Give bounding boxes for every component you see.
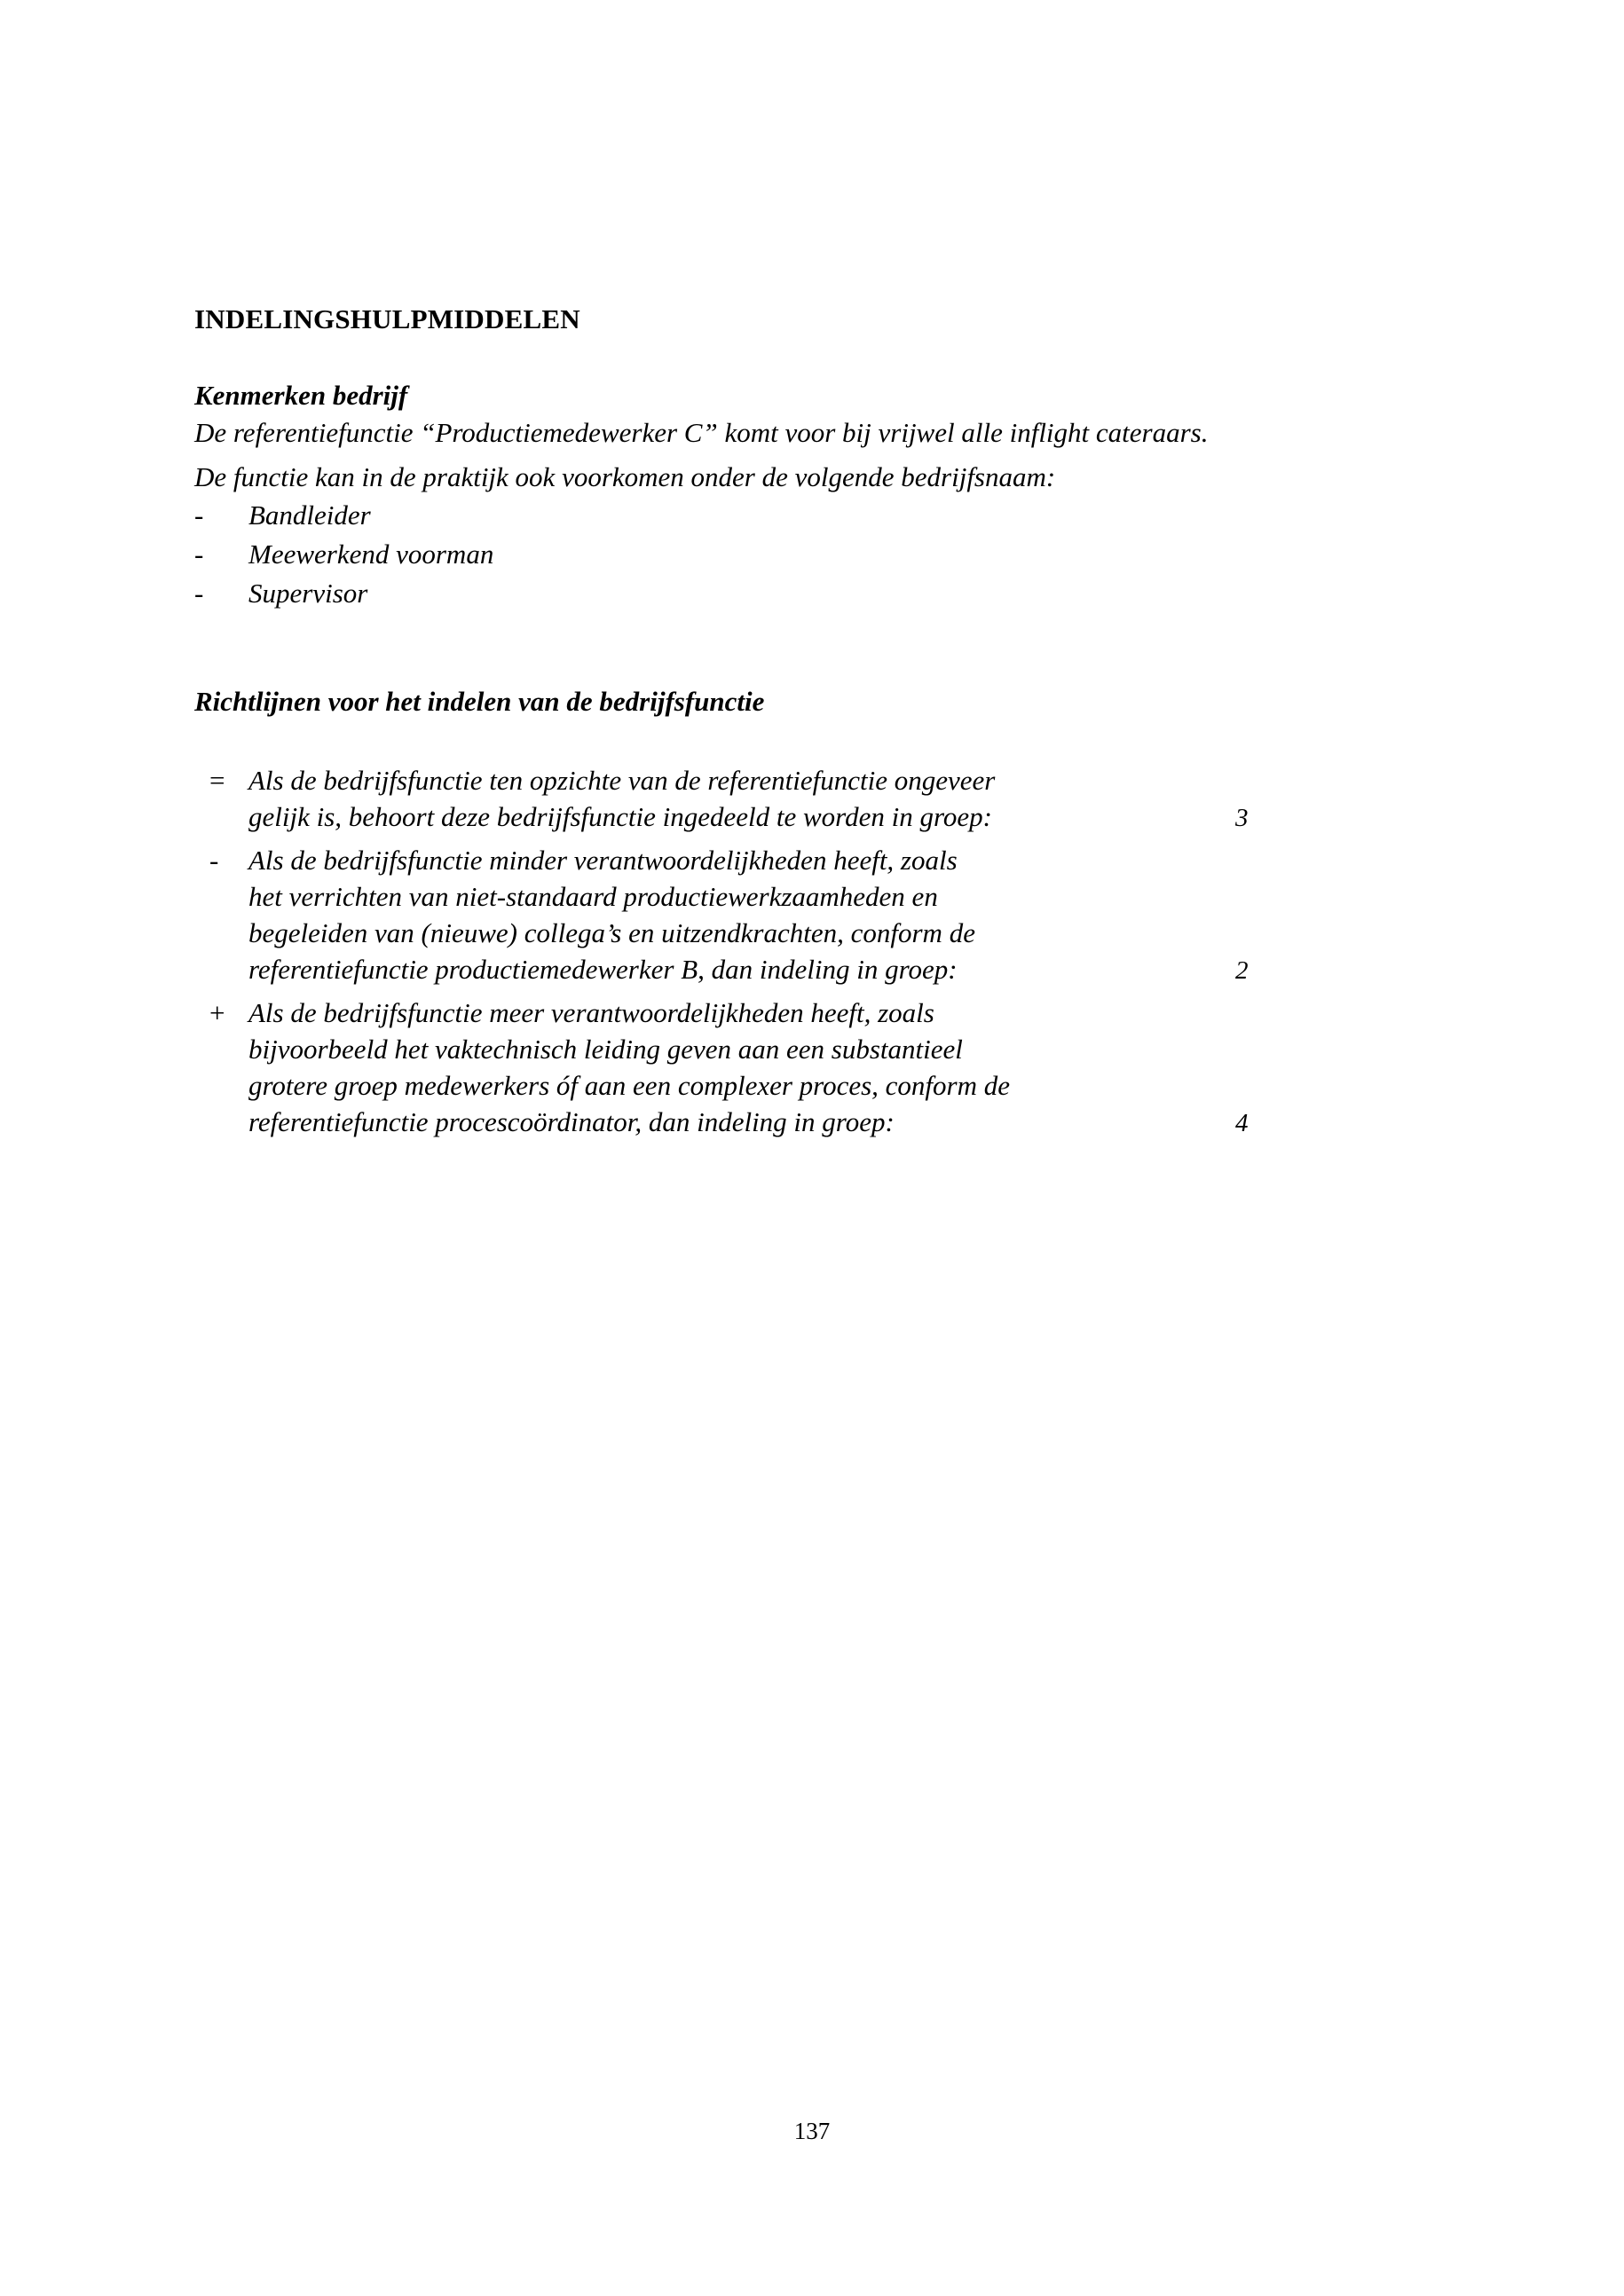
rule-text-line: referentiefunctie productiemedewerker B, dan indeling in groep:	[248, 954, 958, 985]
document-title: INDELINGSHULPMIDDELEN	[194, 303, 580, 334]
rule-text-line: begeleiden van (nieuwe) collega’s en uitzendkrachten, conform de	[248, 917, 975, 948]
rule-text-line: gelijk is, behoort deze bedrijfsfunctie ingedeeld te worden in groep:	[248, 801, 992, 832]
rule-text-line: Als de bedrijfsfunctie meer verantwoordelijkheden heeft, zoals	[248, 997, 934, 1028]
page-number: 137	[793, 2118, 831, 2144]
rule-text-line: grotere groep medewerkers óf aan een complexer proces, conform de	[248, 1070, 1010, 1101]
rule-sign-plus: +	[209, 997, 225, 1028]
rule-sign-minus: -	[209, 845, 219, 876]
rule-sign-equal: =	[209, 765, 225, 796]
rule-text-line: het verrichten van niet-standaard productiewerkzaamheden en	[248, 881, 938, 912]
list-dash: -	[194, 578, 204, 609]
section-heading-kenmerken: Kenmerken bedrijf	[194, 380, 408, 411]
rule-group-value: 3	[1235, 804, 1249, 832]
section-heading-richtlijnen: Richtlijnen voor het indelen van de bedrijfsfunctie	[194, 686, 765, 717]
paragraph-bedrijfsnaam: De functie kan in de praktijk ook voorkomen onder de volgende bedrijfsnaam:	[194, 461, 1056, 492]
paragraph-referentiefunctie: De referentiefunctie “Productiemedewerker C” komt voor bij vrijwel alle inflight cateraars.	[194, 417, 1209, 448]
list-dash: -	[194, 499, 204, 531]
rule-text-line: Als de bedrijfsfunctie ten opzichte van de referentiefunctie ongeveer	[248, 765, 996, 796]
rule-text-line: bijvoorbeeld het vaktechnisch leiding geven aan een substantieel	[248, 1034, 963, 1065]
list-dash: -	[194, 539, 204, 570]
list-item-label: Bandleider	[248, 499, 371, 531]
rule-text-line: Als de bedrijfsfunctie minder verantwoordelijkheden heeft, zoals	[248, 845, 958, 876]
list-item-label: Meewerkend voorman	[248, 539, 494, 570]
rule-group-value: 4	[1235, 1109, 1249, 1137]
rule-group-value: 2	[1235, 956, 1249, 985]
list-item-label: Supervisor	[248, 578, 368, 609]
rule-text-line: referentiefunctie procescoördinator, dan indeling in groep:	[248, 1106, 895, 1137]
